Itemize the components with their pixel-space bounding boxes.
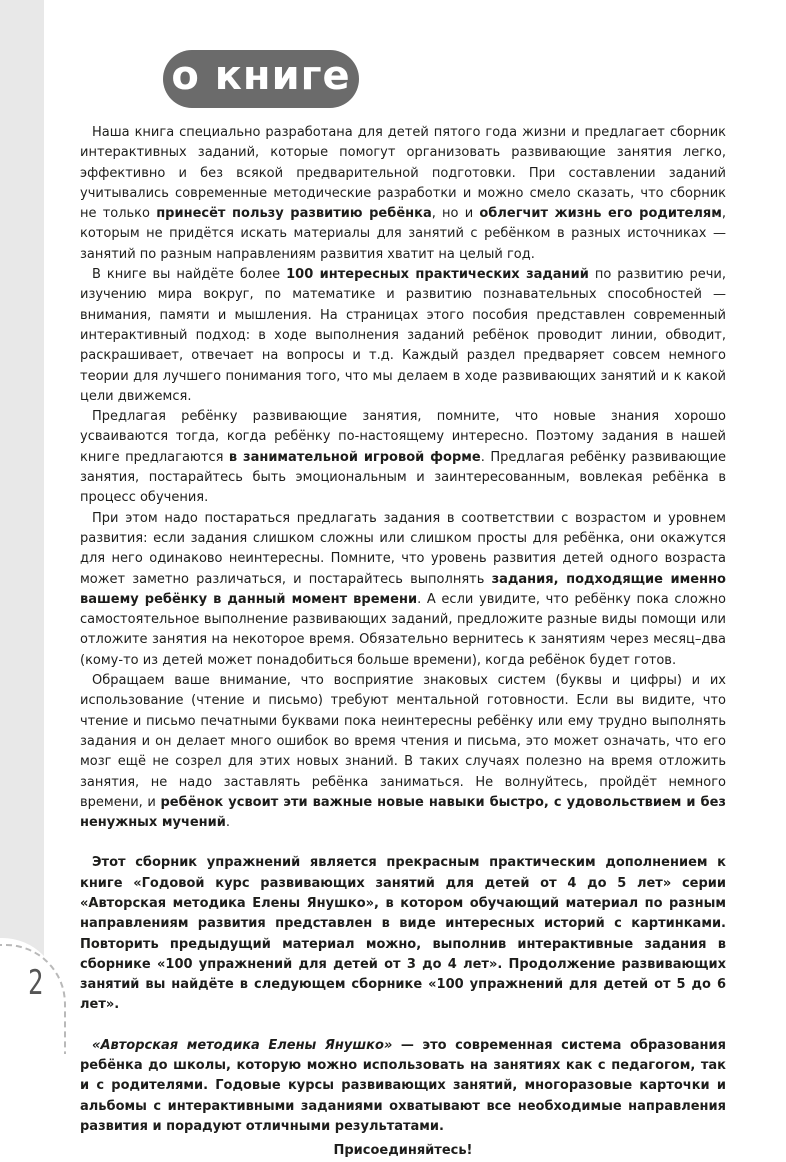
paragraph-3 [80,407,726,508]
section-title-badge [163,50,359,108]
bold-run: 100 интересных практических заданий [286,267,589,283]
bold-run: ребёнок усвоит эти важные новые навыки быстро, с удовольствием и без ненужных мучений [80,794,726,831]
bold-run: задания, подходящие именно вашему ребёнку в данный момент времени [80,571,726,607]
text-run: — это современная система образования ребёнка до школы, которую можно использовать на занятиях как с педагогом, так и с родителями. Годовые курсы развивающих занятий, многоразовые карточки и альбомы с интерактивными заданиями охватывают все необходимые направления развития и порадуют отличными результатами. [80,1037,726,1134]
paragraph-2 [80,265,726,407]
paragraph-4 [80,509,726,671]
text-run: При этом надо постараться предлагать задания в соответствии с возрастом и уровнем развития: если задания слишком сложны или слишком просты для ребёнка, они окажутся для него одинаково неинтересны. Помните, что уровень развития детей одного возраста может заметно различаться, и постарайтесь выполнять [80,510,726,587]
text-run: . [225,815,231,831]
bold-run: принесёт пользу развитию ребёнка [156,206,432,222]
page-number: 2 [28,963,44,1003]
text-run: В книге вы найдёте более [92,267,287,283]
italic-run: «Авторская методика Елены Янушко» [92,1037,393,1053]
text-run: , но и [431,206,480,222]
text-run: . А если увидите, что ребёнку пока сложно самостоятельное выполнение развивающих заданий, предложите разные виды помощи или отложите занятия на некоторое время. Обязательно вернитесь к занятиям через месяц–два (кому-то из детей может понадобиться больше времени), когда ребёнок будет готов. [80,591,726,668]
paragraph-method-note [80,1036,726,1137]
bold-run: облегчит жизнь его родителям [479,206,722,222]
paragraph-1 [80,123,726,265]
text-run: Предлагая ребёнку развивающие занятия, помните, что новые знания хорошо усваиваются тогда, когда ребёнку по-настоящему интересно. Поэтому задания в нашей книге предлагаются [80,409,726,465]
text-run: , которым не придётся искать материалы для занятий с ребёнком в разных источниках — занятий по разным направлениям развития хватит на целый год. [80,206,726,262]
article-body [80,123,726,1162]
paragraph-5 [80,671,726,833]
text-run: по развитию речи, изучению мира вокруг, по математике и развитию познавательных способностей — внимания, памяти и мышления. На страницах этого пособия представлен современный интерактивный подход: в ходе выполнения заданий ребёнок проводит линии, обводит, раскрашивает, отвечает на вопросы и т.д. Каждый раздел предваряет совсем немного теории для лучшего понимания того, что мы делаем в ходе развивающих занятий и к какой цели движемся. [80,267,726,404]
section-title: о книге [171,53,351,99]
page-margin-strip [0,0,44,1048]
text-run: Наша книга специально разработана для детей пятого года жизни и предлагает сборник интерактивных заданий, которые помогут организовать развивающие занятия легко, эффективно и без всякой предварительной подготовки. При составлении заданий учитывались современные методические разработки и можно смело сказать, что сборник не только [80,125,726,222]
text-run: . Предлагая ребёнку развивающие занятия, постарайтесь быть эмоциональным и заинтересованным, вовлекая ребёнка в процесс обучения. [80,449,727,506]
text-run: Обращаем ваше внимание, что восприятие знаковых систем (буквы и цифры) и их использование (чтение и письмо) требуют ментальной готовности. Если вы видите, что чтение и письмо печатными буквами пока неинтересны ребёнку или ему трудно выполнять задания и он делает много ошибок во время чтения и письма, это может означать, что его мозг ещё не созрел для этих новых знаний. В таких случаях полезно на время отложить занятия, не надо заставлять ребёнка заниматься. Не волнуйтесь, пройдёт немного времени, и [80,673,726,810]
paragraph-series-note: Этот сборник упражнений является прекрасным практическим дополнением к книге «Годовой курс развивающих занятий для детей от 4 до 5 лет» серии «Авторская методика Елены Янушко», в котором обучающий материал по разным направлениям развития представлен в виде интересных историй с картинками. Повторить предыдущий материал можно, выполнив интерактивные задания в сборнике «100 упражнений для детей от 3 до 4 лет». Продолжение развивающих занятий вы найдёте в следующем сборнике «100 упражнений для детей от 5 до 6 лет». [80,855,726,1013]
closing-call: Присоединяйтесь! [333,1143,473,1159]
bold-run: в занимательной игровой форме [228,449,481,465]
